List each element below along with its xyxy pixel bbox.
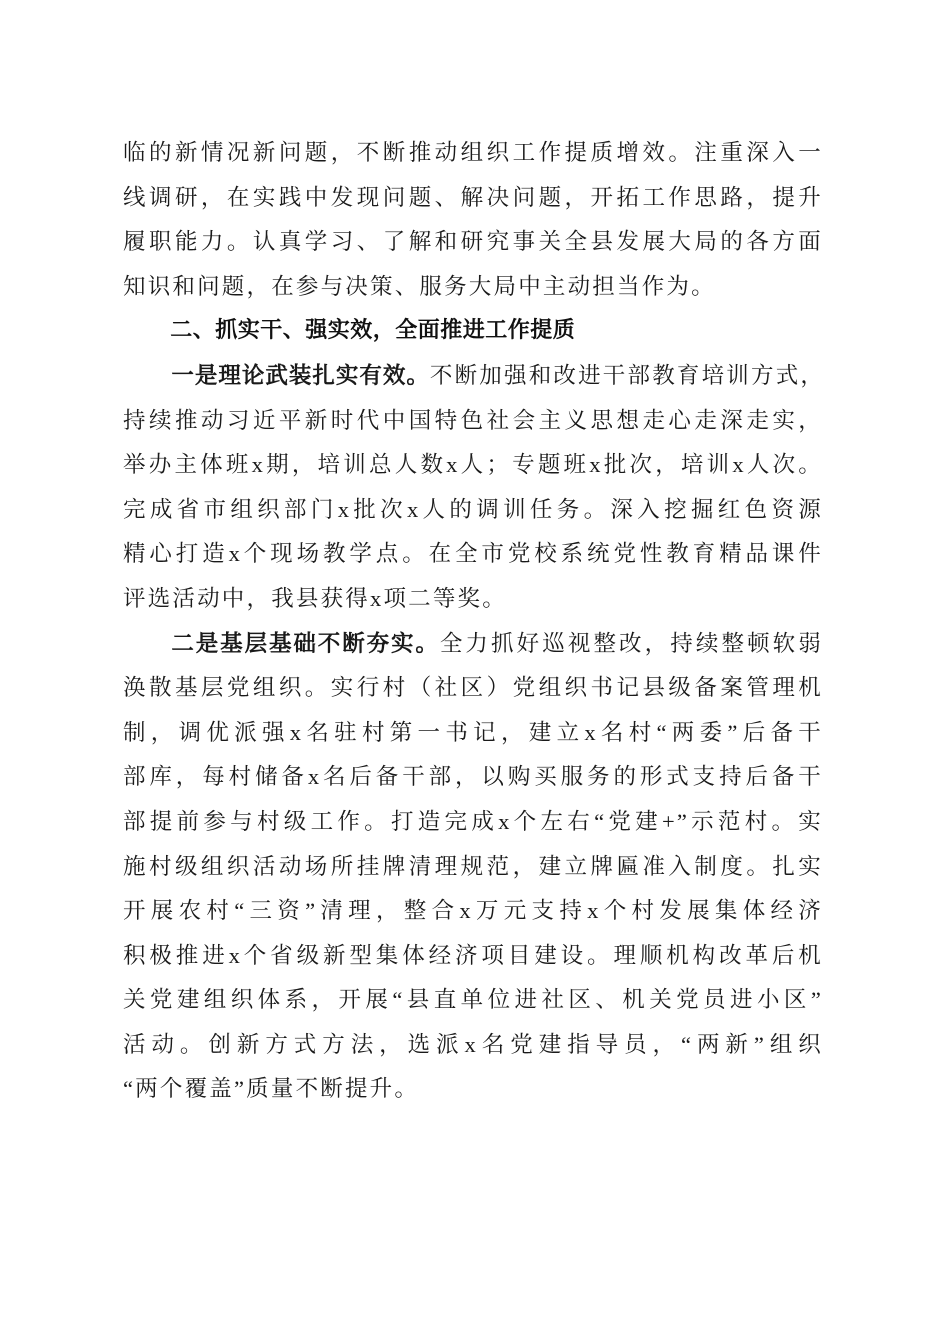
text-line: 精心打造x个现场教学点。在全市党校系统党性教育精品课件 — [123, 541, 823, 567]
paragraph-text: 全力抓好巡视整改，持续整顿软弱 — [439, 630, 823, 656]
paragraph-lead: 一是理论武装扎实有效。 — [171, 362, 430, 389]
document-page — [123, 131, 826, 1112]
text-line: 评选活动中，我县获得x项二等奖。 — [123, 585, 507, 611]
paragraph-grassroots — [123, 622, 823, 1113]
text-line: 线调研，在实践中发现问题、解决问题，开拓工作思路，提升 — [123, 184, 823, 210]
text-line-first — [123, 622, 823, 667]
text-line: 持续推动习近平新时代中国特色社会主义思想走心走深走实， — [123, 407, 823, 433]
continuation-paragraph — [123, 131, 823, 309]
text-line: 涣散基层党组织。实行村（社区）党组织书记县级备案管理机 — [123, 675, 823, 701]
text-line: 知识和问题，在参与决策、服务大局中主动担当作为。 — [123, 273, 716, 299]
text-line: 履职能力。认真学习、了解和研究事关全县发展大局的各方面 — [123, 229, 823, 255]
text-line: 积极推进x个省级新型集体经济项目建设。理顺机构改革后机 — [123, 942, 823, 968]
text-line: 临的新情况新问题，不断推动组织工作提质增效。注重深入一 — [123, 140, 823, 165]
section-heading: 二、抓实干、强实效，全面推进工作提质 — [170, 318, 576, 344]
paragraph-theory-study — [123, 354, 826, 622]
paragraph-lead: 二是基层基础不断夯实。 — [171, 630, 440, 657]
text-line: 开展农村“三资”清理，整合x万元支持x个村发展集体经济 — [123, 898, 823, 924]
paragraph-text: 不断加强和改进干部教育培训方式， — [429, 362, 826, 388]
text-line: 活动。创新方式方法，选派x名党建指导员，“两新”组织 — [123, 1031, 823, 1057]
text-line: 举办主体班x期，培训总人数x人；专题班x批次，培训x人次。 — [123, 452, 823, 478]
text-line: 完成省市组织部门x批次x人的调训任务。深入挖掘红色资源 — [123, 496, 823, 522]
text-line: 部库，每村储备x名后备干部，以购买服务的形式支持后备干 — [123, 764, 823, 790]
text-line-first — [123, 354, 826, 399]
text-line: 制，调优派强x名驻村第一书记，建立x名村“两委”后备干 — [123, 719, 823, 745]
text-line: 施村级组织活动场所挂牌清理规范，建立牌匾准入制度。扎实 — [123, 853, 823, 879]
text-line: 关党建组织体系，开展“县直单位进社区、机关党员进小区” — [123, 987, 823, 1013]
text-line: “两个覆盖”质量不断提升。 — [123, 1076, 420, 1102]
text-line: 部提前参与村级工作。打造完成x个左右“党建+”示范村。实 — [123, 808, 823, 834]
